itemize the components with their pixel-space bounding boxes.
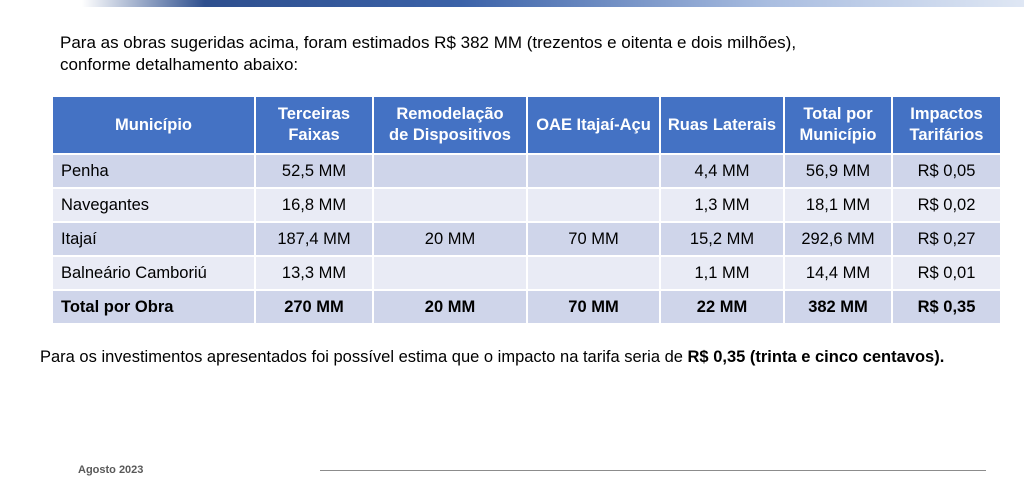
cell-remodelacao (373, 154, 527, 188)
cell-terceiras-faixas: 187,4 MM (255, 222, 373, 256)
header-impactos: Impactos Tarifários (892, 97, 1000, 154)
cell-oae (527, 256, 660, 290)
cell-remodelacao (373, 256, 527, 290)
conclusion-paragraph (40, 348, 1020, 367)
investment-table (53, 97, 1000, 323)
cell-impacto: R$ 0,01 (892, 256, 1000, 290)
header-municipio: Município (53, 97, 255, 154)
cell-terceiras-faixas: 16,8 MM (255, 188, 373, 222)
total-ruas-laterais: 22 MM (660, 290, 784, 323)
cell-impacto: R$ 0,05 (892, 154, 1000, 188)
cell-oae (527, 154, 660, 188)
cell-municipio: Balneário Camboriú (53, 256, 255, 290)
cell-ruas-laterais: 1,1 MM (660, 256, 784, 290)
intro-paragraph (60, 32, 960, 76)
cell-total-municipio: 14,4 MM (784, 256, 892, 290)
cell-impacto: R$ 0,27 (892, 222, 1000, 256)
total-label: Total por Obra (53, 290, 255, 323)
header-ruas-laterais: Ruas Laterais (660, 97, 784, 154)
cell-total-municipio: 18,1 MM (784, 188, 892, 222)
table-row (53, 222, 1000, 256)
cell-terceiras-faixas: 52,5 MM (255, 154, 373, 188)
cell-total-municipio: 56,9 MM (784, 154, 892, 188)
cell-municipio: Itajaí (53, 222, 255, 256)
header-remodelacao: Remodelação de Dispositivos (373, 97, 527, 154)
header-row (53, 97, 1000, 154)
header-oae: OAE Itajaí-Açu (527, 97, 660, 154)
cell-remodelacao: 20 MM (373, 222, 527, 256)
cell-ruas-laterais: 1,3 MM (660, 188, 784, 222)
footer-date: Agosto 2023 (78, 464, 144, 476)
intro-line-2: conforme detalhamento abaixo: (60, 55, 299, 74)
total-remodelacao: 20 MM (373, 290, 527, 323)
cell-oae (527, 188, 660, 222)
header-total-municipio: Total por Município (784, 97, 892, 154)
conclusion-text: Para os investimentos apresentados foi possível estima que o impacto na tarifa seria de (40, 348, 688, 366)
cell-remodelacao (373, 188, 527, 222)
conclusion-highlight: R$ 0,35 (trinta e cinco centavos). (687, 348, 945, 366)
cell-oae: 70 MM (527, 222, 660, 256)
header-terceiras-faixas: Terceiras Faixas (255, 97, 373, 154)
total-row (53, 290, 1000, 323)
cell-terceiras-faixas: 13,3 MM (255, 256, 373, 290)
cell-municipio: Navegantes (53, 188, 255, 222)
table-row (53, 188, 1000, 222)
top-banner (0, 0, 1024, 7)
total-geral: 382 MM (784, 290, 892, 323)
cell-total-municipio: 292,6 MM (784, 222, 892, 256)
cell-impacto: R$ 0,02 (892, 188, 1000, 222)
intro-line-1: Para as obras sugeridas acima, foram estimados R$ 382 MM (trezentos e oitenta e dois milhões), (60, 33, 797, 52)
cell-ruas-laterais: 15,2 MM (660, 222, 784, 256)
cell-municipio: Penha (53, 154, 255, 188)
cell-ruas-laterais: 4,4 MM (660, 154, 784, 188)
total-oae: 70 MM (527, 290, 660, 323)
total-impacto: R$ 0,35 (892, 290, 1000, 323)
table-row (53, 256, 1000, 290)
table-row (53, 154, 1000, 188)
total-terceiras-faixas: 270 MM (255, 290, 373, 323)
footer-divider (320, 470, 986, 471)
